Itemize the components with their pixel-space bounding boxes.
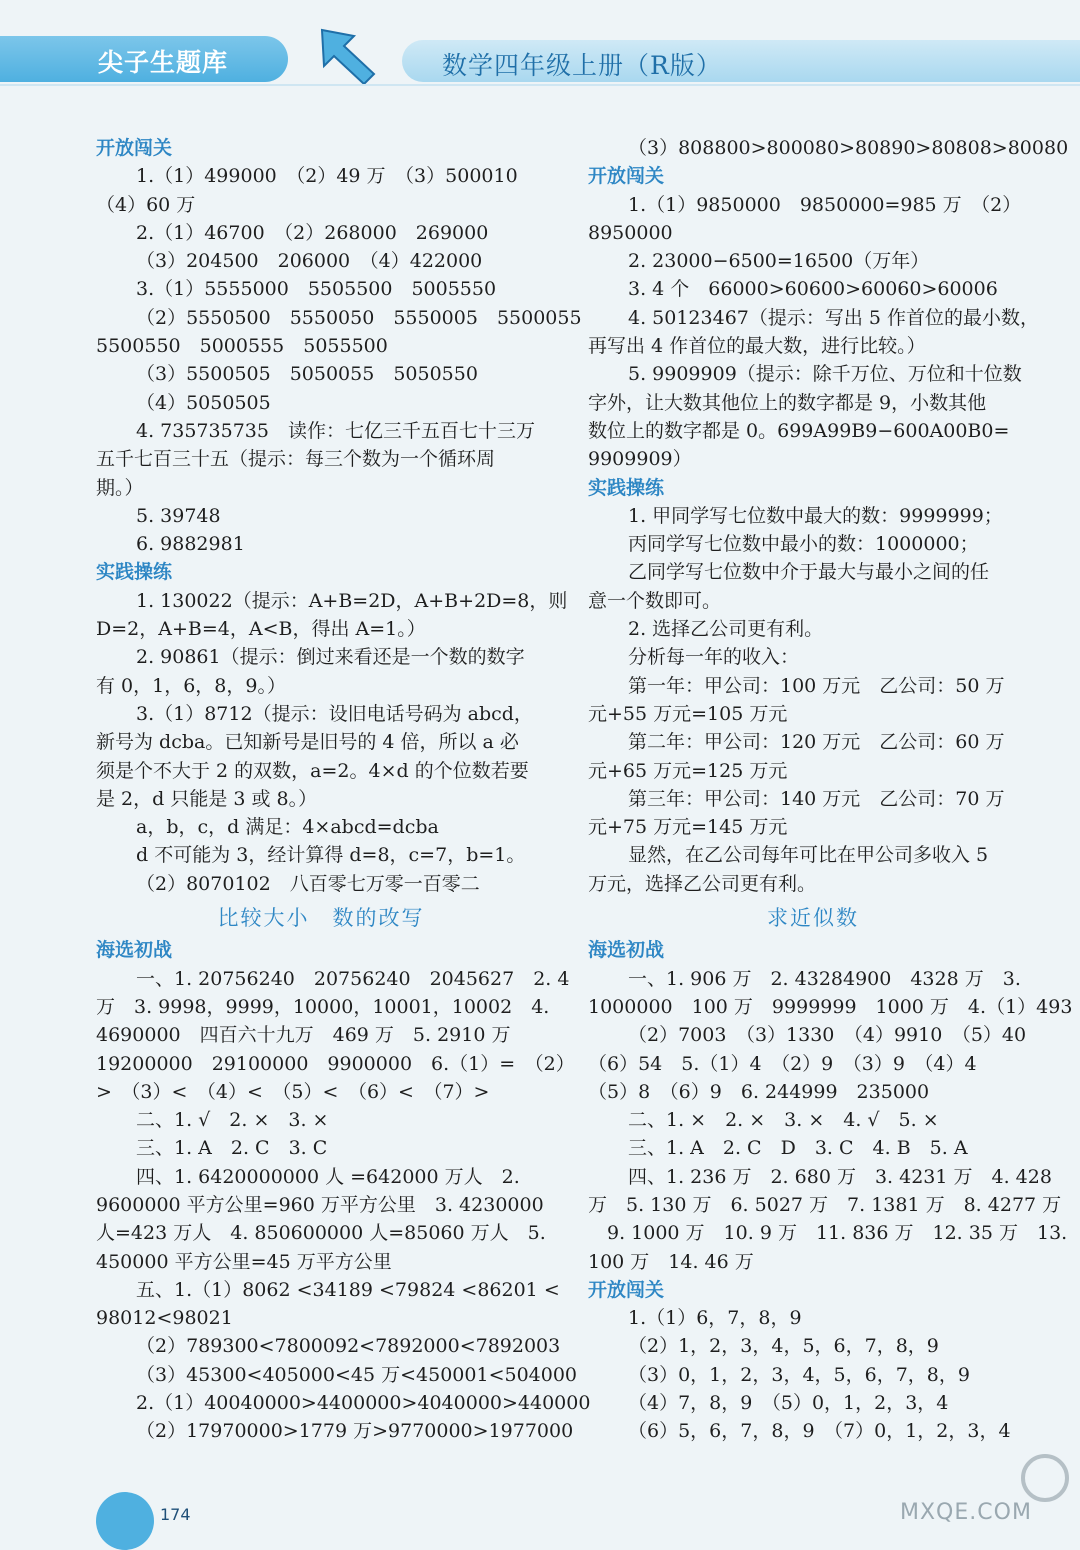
book-banner bbox=[402, 40, 1080, 82]
answer-line: 100 万 14. 46 万 bbox=[588, 1250, 754, 1273]
answer-line: 1.（1）499000 （2）49 万 （3）500010 bbox=[136, 165, 518, 188]
series-banner bbox=[0, 36, 288, 82]
chapter-heading: 比较大小 数的改写 bbox=[217, 906, 425, 931]
answer-line: （3）45300<405000<45 万<450001<504000 bbox=[136, 1363, 578, 1386]
answer-line: 万元，选择乙公司更有利。 bbox=[588, 872, 817, 895]
answer-line: 四、1. 6420000000 人 =642000 万人 2. bbox=[136, 1165, 520, 1188]
answer-line: 意一个数即可。 bbox=[588, 589, 722, 612]
answer-line: 5. 9909909（提示：除千万位、万位和十位数 bbox=[628, 363, 1022, 386]
answer-line: 四、1. 236 万 2. 680 万 3. 4231 万 4. 428 bbox=[628, 1165, 1052, 1188]
answer-line: 显然，在乙公司每年可比在甲公司多收入 5 bbox=[628, 844, 989, 867]
answer-line: （2）5550500 5550050 5550005 5500055 bbox=[136, 306, 582, 329]
left-column bbox=[96, 134, 591, 1446]
watermark-text: MXQE.COM bbox=[900, 1500, 1032, 1525]
answer-line: （6）54 5.（1）4 （2）9 （3）9 （4）4 bbox=[588, 1052, 977, 1075]
answer-line: 乙同学写七位数中介于最大与最小之间的任 bbox=[628, 561, 990, 584]
answer-line: a，b，c，d 满足：4×abcd=dcba bbox=[136, 816, 439, 839]
answer-line: 2. 23000−6500=16500（万年） bbox=[628, 250, 930, 273]
answer-line: （2）7003 （3）1330 （4）9910 （5）40 bbox=[628, 1024, 1027, 1047]
answer-line: 1. 甲同学写七位数中最大的数：9999999； bbox=[628, 504, 1003, 527]
answer-line: 五千七百三十五（提示：每三个数为一个循环周 bbox=[96, 448, 496, 471]
answer-line: 是 2，d 只能是 3 或 8。） bbox=[96, 787, 318, 810]
answer-line: 三、1. A 2. C D 3. C 4. B 5. A bbox=[628, 1137, 968, 1160]
answer-line: 元+55 万元=105 万元 bbox=[588, 702, 788, 725]
answer-line: 二、1. × 2. × 3. × 4. √ 5. × bbox=[628, 1109, 939, 1132]
answer-line: （2）17970000>1779 万>9770000>1977000 bbox=[136, 1420, 574, 1443]
answer-line: 3.（1）8712（提示：设旧电话号码为 abcd， bbox=[136, 702, 533, 725]
answer-line: 1.（1）9850000 9850000=985 万 （2） bbox=[628, 193, 1022, 216]
book-title: 数学四年级上册（R版） bbox=[442, 51, 722, 80]
answer-line: 9600000 平方公里=960 万平方公里 3. 4230000 bbox=[96, 1193, 544, 1216]
answer-line: 第一年：甲公司：100 万元 乙公司：50 万 bbox=[628, 674, 1005, 697]
answer-line: （4）7，8，9 （5）0，1，2，3，4 bbox=[628, 1392, 949, 1415]
answer-line: 第三年：甲公司：140 万元 乙公司：70 万 bbox=[628, 787, 1005, 810]
right-column bbox=[588, 134, 1073, 1446]
answer-line: 三、1. A 2. C 3. C bbox=[136, 1137, 328, 1160]
answer-line: 万 5. 130 万 6. 5027 万 7. 1381 万 8. 4277 万 bbox=[588, 1193, 1062, 1216]
answer-line: 98012<98021 bbox=[96, 1307, 233, 1330]
answer-line: 3. 4 个 66000>60600>60060>60006 bbox=[628, 278, 998, 301]
answer-line: 2.（1）46700 （2）268000 269000 bbox=[136, 221, 489, 244]
answer-line: 6. 9882981 bbox=[136, 533, 245, 556]
answer-line: 3.（1）5555000 5505500 5005550 bbox=[136, 278, 497, 301]
section-heading: 开放闯关 bbox=[96, 137, 173, 159]
answer-line: > （3）< （4）< （5）< （6）< （7）> bbox=[96, 1080, 490, 1103]
answer-line: D=2，A+B=4，A<B，得出 A=1。） bbox=[96, 618, 426, 641]
section-heading: 海选初战 bbox=[588, 939, 665, 962]
answer-line: 分析每一年的收入： bbox=[628, 646, 800, 669]
answer-line: 8950000 bbox=[588, 221, 673, 244]
answer-line: 5. 39748 bbox=[136, 504, 221, 527]
section-heading: 开放闯关 bbox=[588, 1278, 665, 1301]
answer-line: 4. 50123467（提示：写出 5 作首位的最小数， bbox=[628, 306, 1040, 329]
answer-line: 450000 平方公里=45 万平方公里 bbox=[96, 1250, 392, 1273]
answer-line: 万 3. 9998，9999，10000，10001，10002 4. bbox=[96, 995, 550, 1018]
answer-line: （5）8 （6）9 6. 244999 235000 bbox=[588, 1080, 930, 1103]
answer-line: d 不可能为 3，经计算得 d=8，c=7，b=1。 bbox=[136, 844, 526, 867]
answer-line: 2. 90861（提示：倒过来看还是一个数的数字 bbox=[136, 646, 525, 669]
answer-line: 一、1. 20756240 20756240 2045627 2. 4 bbox=[136, 967, 570, 990]
answer-line: （3）0，1，2，3，4，5，6，7，8，9 bbox=[628, 1363, 970, 1386]
answer-line: 第二年：甲公司：120 万元 乙公司：60 万 bbox=[628, 731, 1005, 754]
answer-line: 字外，让大数其他位上的数字都是 9，小数其他 bbox=[588, 391, 987, 414]
answer-line: 4. 735735735 读作：七亿三千五百七十三万 bbox=[136, 419, 535, 442]
answer-line: 9909909） bbox=[588, 448, 692, 471]
answer-line: （2）789300<7800092<7892000<7892003 bbox=[136, 1335, 561, 1358]
answer-line: （3）808800>800080>80890>80808>80080 bbox=[628, 137, 1069, 159]
answer-line: （2）8070102 八百零七万零一百零二 bbox=[136, 872, 480, 895]
answer-line: 1.（1）6，7，8，9 bbox=[628, 1307, 802, 1330]
chapter-heading: 求近似数 bbox=[767, 906, 859, 931]
page-badge-icon bbox=[96, 1492, 154, 1550]
answer-line: 丙同学写七位数中最小的数：1000000； bbox=[628, 533, 979, 556]
answer-line: （3）5500505 5050055 5050550 bbox=[136, 363, 478, 386]
answer-line: （6）5，6，7，8，9 （7）0，1，2，3，4 bbox=[628, 1420, 1011, 1443]
section-heading: 实践操练 bbox=[96, 561, 173, 584]
answer-line: 须是个不大于 2 的双数，a=2。4×d 的个位数若要 bbox=[96, 759, 529, 782]
answer-line: 数位上的数字都是 0。699A99B9−600A00B0= bbox=[588, 419, 1010, 442]
answer-line: 一、1. 906 万 2. 43284900 4328 万 3. bbox=[628, 967, 1021, 990]
answer-line: 二、1. √ 2. × 3. × bbox=[136, 1109, 329, 1132]
answer-line: 1000000 100 万 9999999 1000 万 4.（1）493 bbox=[588, 995, 1073, 1018]
answer-line: 有 0，1，6，8，9。） bbox=[96, 674, 286, 697]
series-title: 尖子生题库 bbox=[98, 48, 229, 77]
answer-line: （4）5050505 bbox=[136, 391, 271, 414]
answer-line: 2. 选择乙公司更有利。 bbox=[628, 618, 824, 641]
answer-line: 新号为 dcba。已知新号是旧号的 4 倍，所以 a 必 bbox=[96, 731, 519, 754]
arrow-icon bbox=[316, 26, 378, 88]
answer-line: 元+75 万元=145 万元 bbox=[588, 816, 788, 839]
answer-line: 再写出 4 作首位的最大数，进行比较。） bbox=[588, 335, 926, 358]
header-divider bbox=[0, 84, 1080, 86]
answer-line: （2）1，2，3，4，5，6，7，8，9 bbox=[628, 1335, 939, 1358]
answer-line: 9. 1000 万 10. 9 万 11. 836 万 12. 35 万 13. bbox=[588, 1222, 1068, 1245]
section-heading: 开放闯关 bbox=[588, 165, 665, 188]
answer-line: 五、1.（1）8062 <34189 <79824 <86201 < bbox=[136, 1278, 560, 1301]
answer-line: （3）204500 206000 （4）422000 bbox=[136, 250, 483, 273]
answer-line: （4）60 万 bbox=[96, 193, 196, 216]
answer-line: 1. 130022（提示：A+B=2D，A+B+2D=8，则 bbox=[136, 589, 568, 612]
answer-line: 4690000 四百六十九万 469 万 5. 2910 万 bbox=[96, 1024, 511, 1047]
answer-line: 2.（1）40040000>4400000>4040000>440000 bbox=[136, 1392, 591, 1415]
answer-line: 元+65 万元=125 万元 bbox=[588, 759, 788, 782]
answer-line: 期。） bbox=[96, 476, 144, 499]
answer-line: 人=423 万人 4. 850600000 人=85060 万人 5. bbox=[96, 1222, 546, 1245]
section-heading: 实践操练 bbox=[588, 476, 665, 499]
page-number: 174 bbox=[160, 1505, 191, 1524]
answer-line: 5500550 5000555 5055500 bbox=[96, 335, 388, 358]
answer-line: 19200000 29100000 9900000 6.（1）= （2） bbox=[96, 1052, 575, 1075]
section-heading: 海选初战 bbox=[96, 939, 173, 962]
